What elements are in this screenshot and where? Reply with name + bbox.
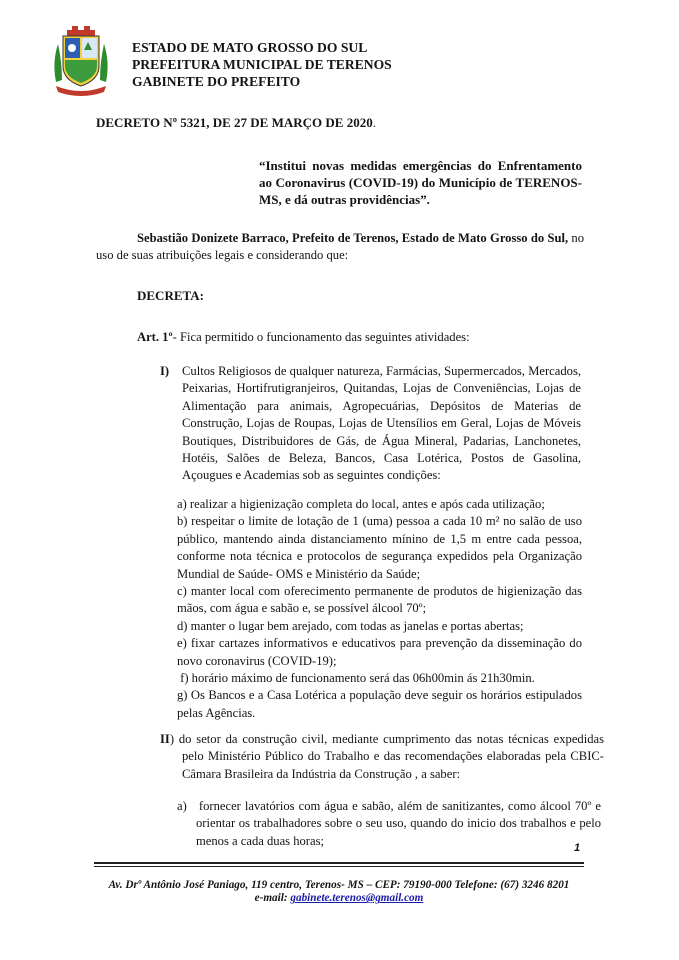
condition-item: g) Os Bancos e a Casa Lotérica a população deve seguir os horários estipulados pelas Agências. <box>177 688 582 720</box>
condition-item: e) fixar cartazes informativos e educativos para prevenção da disseminação do novo coronavirus (COVID-19); <box>177 636 582 668</box>
decree-title-end: . <box>372 115 376 130</box>
article-1-label: Art. 1º <box>137 330 173 344</box>
item-2 <box>160 731 604 783</box>
preamble-text: no uso de suas atribuições legais e considerando que: <box>96 231 584 263</box>
conditions-list <box>177 496 582 722</box>
item-2-text: ) do setor da construção civil, mediante cumprimento das notas técnicas expedidas pelo Ministério Público do Trabalho e das recomendações elaboradas pela CBIC- Câmara Brasileira da Indústria da Construção , a saber: <box>169 732 604 781</box>
item-2-label: II <box>160 732 170 746</box>
decree-summary: “Institui novas medidas emergências do Enfrentamento ao Coronavirus (COVID-19) do Município de TERENOS-MS, e dá outras providências”. <box>259 158 582 207</box>
footer-divider-thin <box>94 866 584 867</box>
header-state: ESTADO DE MATO GROSSO DO SUL <box>132 40 368 55</box>
letterhead <box>132 39 392 90</box>
footer-email-line <box>94 892 584 905</box>
item-1-label: I) <box>160 364 170 378</box>
condition-item: f) horário máximo de funcionamento será das 06h00min ás 21h30min. <box>177 671 535 686</box>
item-1-text: Cultos Religiosos de qualquer natureza, Farmácias, Supermercados, Mercados, Peixarias, Hortifrutigranjeiros, Quitandas, Lojas de Conveniências, Lojas de Alimentação para animais, Agropecuárias, Depósitos de Materias de Construção, Lojas de Roupas, Lojas de Utensílios em Geral, Lojas de Móveis Boutiques, Distribuidores de Gás, de Água Mineral, Padarias, Lanchonetes, Hotéis, Salões de Beleza, Bancos, Casa Lotérica, Postos de Gasolina, Açougues e Academias sob as seguintes condições: <box>182 364 581 483</box>
footer-email-link[interactable]: gabinete.terenos@gmail.com <box>290 892 424 905</box>
footer-address: Av. Drº Antônio José Paniago, 119 centro, Terenos- MS – CEP: 79190-000 Telefone: (67) 3246 8201 <box>108 879 570 891</box>
municipal-coat-of-arms-icon <box>50 22 112 96</box>
decreta-heading: DECRETA: <box>137 288 204 303</box>
article-1-text: - Fica permitido o funcionamento das seguintes atividades: <box>172 330 470 344</box>
condition-item: a) realizar a higienização completa do local, antes e após cada utilização; <box>177 497 545 511</box>
header-office: GABINETE DO PREFEITO <box>132 74 301 89</box>
decree-title-block <box>96 115 376 131</box>
condition-item: c) manter local com oferecimento permanente de produtos de higienização das mãos, com água e sabão e, se possível álcool 70º; <box>177 584 582 616</box>
article-1 <box>137 330 577 345</box>
condition-item: d) manter o lugar bem arejado, com todas as janelas e portas abertas; <box>177 618 524 633</box>
preamble <box>96 230 584 265</box>
item-2-subitem-a: a) fornecer lavatórios com água e sabão, além de sanitizantes, como álcool 70º e orientar os trabalhadores sobre o seu uso, quando do inicio dos trabalhos e pelo menos a cada duas horas; <box>177 799 605 848</box>
preamble-author: Sebastião Donizete Barraco, Prefeito de Terenos, Estado de Mato Grosso do Sul, <box>137 231 569 245</box>
page-number: 1 <box>574 842 581 854</box>
footer-email-label: e-mail: <box>254 892 291 905</box>
footer <box>94 879 584 906</box>
footer-divider <box>94 862 584 864</box>
header-municipality: PREFEITURA MUNICIPAL DE TERENOS <box>132 57 392 72</box>
condition-item: b) respeitar o limite de lotação de 1 (uma) pessoa a cada 10 m² no salão de uso público, mantendo ainda distanciamento mínino de 1,5 m entre cada pessoa, conforme nota técnica e protocolos de segurança expedidos pela Organização Mundial de Saúde- OMS e Ministério da Saúde; <box>177 514 582 581</box>
decree-title: DECRETO Nº 5321, DE 27 DE MARÇO DE 2020 <box>96 115 373 130</box>
